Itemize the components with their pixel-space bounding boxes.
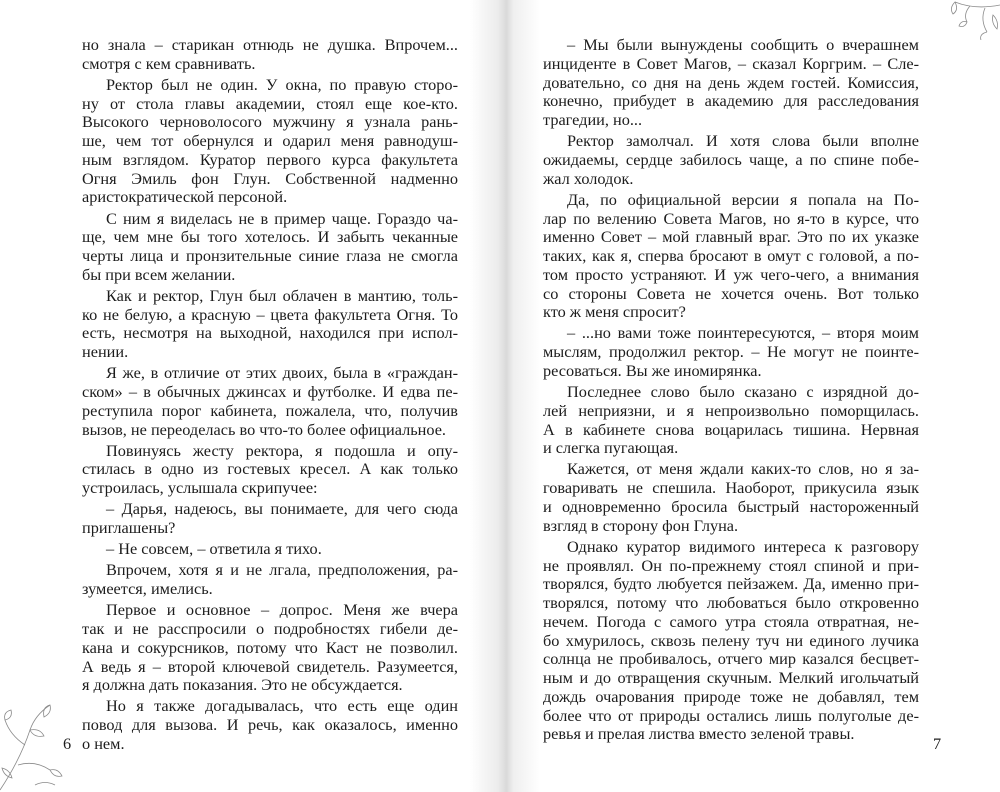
text-line: Огня Эмиль фон Глун. Собственной надменно (82, 169, 458, 188)
paragraph (82, 561, 458, 599)
text-line: приглашены? (82, 519, 176, 538)
paragraph (82, 287, 458, 362)
paragraph (543, 383, 919, 458)
text-line: Как и ректор, Глун был облачен в мантию, толь- (106, 286, 458, 305)
text-line: творялся, будто любуется пейзажем. Да, именно при- (543, 575, 919, 594)
paragraph (543, 191, 919, 322)
text-line: лар по велению Совета Магов, но я-то в курсе, что (543, 209, 919, 228)
text-line: А в кабинете снова воцарилась тишина. Нервная (543, 420, 919, 439)
text-line: вызов, не переоделась во что-то более официальное. (82, 420, 447, 439)
paragraph (543, 36, 919, 130)
text-line: не проявлял. Он по-прежнему стоял спиной и при- (543, 556, 919, 575)
text-line: говаривать не спешила. Наоборот, прикусила язык (543, 479, 919, 498)
text-line: смотря с кем сравнивать. (82, 54, 256, 73)
text-line: ну от стола главы академии, стоял еще кое-кто. (82, 94, 458, 113)
text-line: ревья и прелая листва вместо зеленой травы. (543, 725, 855, 744)
text-line: А ведь я – второй ключевой свидетель. Разумеется, (82, 657, 458, 676)
text-line: лей неприязни, и я непроизвольно поморщилась. (543, 401, 919, 420)
paragraph (543, 460, 919, 535)
text-line: так и не расспросили о подробностях гибели де- (82, 620, 458, 639)
paragraph (82, 210, 458, 285)
text-line: более что от природы остались лишь полуголые де- (543, 706, 919, 725)
text-line: довательно, со дня на день ждем гостей. Комиссия, (543, 73, 919, 92)
text-line: именно Совет – мой главный враг. Это по их указке (543, 228, 919, 247)
text-line: и слегка пугающая. (543, 439, 679, 458)
paragraph (82, 697, 458, 753)
paragraph (82, 500, 458, 538)
text-line: жал холодок. (543, 169, 634, 188)
paragraph (82, 540, 458, 559)
text-line: Повинуясь жесту ректора, я подошла и опу- (106, 441, 458, 460)
text-line: аристократической персоной. (82, 188, 288, 207)
text-line: Однако куратор видимого интереса к разговору (567, 537, 919, 556)
text-line: нечем. Погода с самого утра стояла отвратная, не- (543, 612, 919, 631)
text-line: Но я также догадывалась, что есть еще один (106, 697, 458, 716)
text-line: инциденте в Совет Магов, – сказал Коргрим. – Сле- (543, 54, 919, 73)
text-line: о нем. (82, 734, 125, 753)
text-line: мыслям, продолжил ректор. – Не могут не поинте- (543, 343, 919, 362)
paragraph (543, 538, 919, 744)
text-line: ском» – в обычных джинсах и футболке. И едва пе- (82, 383, 458, 402)
text-line: Да, по официальной версии я попала на По- (567, 190, 919, 209)
text-line: Ректор замолчал. И хотя слова были вполне (567, 132, 919, 151)
text-line: ше, чем тот обернулся и одарил меня равнодуш- (82, 132, 458, 151)
text-line: Я же, в отличие от этих двоих, была в «граждан- (106, 364, 458, 383)
text-line: конечно, прибудет в академию для расследования (543, 92, 919, 111)
right-page-text (543, 36, 919, 746)
text-line: ным и до отвращения скучным. Мелкий игольчатый (543, 669, 919, 688)
text-line: бо хмурилось, сквозь пелену туч ни единого лучика (543, 631, 919, 650)
paragraph (82, 364, 458, 439)
text-line: Впрочем, хотя я и не лгала, предположения, ра- (106, 561, 458, 580)
text-line: таких, как я, сперва бросают в омут с головой, а по- (543, 247, 919, 266)
page-number-left: 6 (63, 734, 72, 753)
text-line: стилась в одно из гостевых кресел. А как только (82, 460, 458, 479)
text-line: устроилась, услышала скрипучее: (82, 479, 318, 498)
paragraph (82, 76, 458, 207)
text-line: и одновременно бросила быстрый настороженный (543, 497, 919, 516)
text-line: Последнее слово было сказано с изрядной до- (567, 383, 919, 402)
text-line: зумеется, имелись. (82, 580, 213, 599)
paragraph (82, 36, 458, 74)
floral-ornament-top-right (925, 0, 1000, 40)
text-line: Ректор был не один. У окна, по правую сторо- (106, 75, 458, 94)
text-line: я должна дать показания. Это не обсуждается. (82, 676, 403, 695)
paragraph (82, 601, 458, 695)
text-line: трагедии, но... (543, 111, 643, 129)
text-line: кто ж меня спросит? (543, 303, 686, 322)
text-line: Высокого черноволосого мужчину я узнала рань- (82, 113, 458, 132)
text-line: солнца не пробивалось, отчего мир казался бесцвет- (543, 650, 919, 669)
text-line: ко не белую, а красную – цвета факультета Огня. То (82, 305, 458, 324)
text-line: том просто устраняют. И уж чего-чего, а внимания (543, 265, 919, 284)
text-line: взгляд в сторону фон Глуна. (543, 516, 739, 535)
text-line: – Не совсем, – ответила я тихо. (106, 540, 322, 559)
text-line: Первое и основное – допрос. Меня же вчера (106, 601, 458, 620)
text-line: – ...но вами тоже поинтересуются, – вторя моим (567, 324, 919, 343)
left-page-text (82, 36, 458, 756)
text-line: ще, чем мне бы того хотелось. И забыть чеканные (82, 228, 458, 247)
text-line: повод для вызова. И речь, как оказалось, именно (82, 716, 458, 735)
text-line: Кажется, от меня ждали каких-то слов, но я за- (567, 460, 919, 479)
text-line: – Мы были вынуждены сообщить о вчерашнем (567, 36, 919, 54)
text-line: С ним я виделась не в пример чаще. Гораздо ча- (106, 209, 458, 228)
floral-ornament-bottom-left (0, 690, 70, 792)
text-line: бы при всем желании. (82, 265, 236, 284)
text-line: ресоваться. Вы же иномирянка. (543, 361, 762, 380)
text-line: есть, несмотря на выходной, находился при испол- (82, 324, 458, 343)
paragraph (543, 324, 919, 380)
text-line: со стороны Совета не хочется очень. Вот только (543, 284, 919, 303)
book-gutter-shadow (470, 0, 540, 792)
text-line: черты лица и пронзительные синие глаза не смогла (82, 247, 458, 266)
text-line: кана и сокурсников, потому что Каст не позволил. (82, 638, 458, 657)
text-line: ожидаемы, сердце забилось чаще, а по спине побе- (543, 150, 919, 169)
text-line: дождь очарования природе тоже не добавлял, тем (543, 687, 919, 706)
text-line: творялся, потому что любоваться было откровенно (543, 594, 919, 613)
text-line: реступила порог кабинета, пожалела, что, получив (82, 401, 458, 420)
text-line: но знала – старикан отнюдь не душка. Впрочем... (82, 36, 458, 54)
text-line: нении. (82, 343, 129, 362)
paragraph (82, 442, 458, 498)
paragraph (543, 132, 919, 188)
page-number-right: 7 (933, 734, 942, 753)
text-line: ным взглядом. Куратор первого курса факультета (82, 150, 458, 169)
text-line: – Дарья, надеюсь, вы понимаете, для чего сюда (106, 500, 458, 519)
